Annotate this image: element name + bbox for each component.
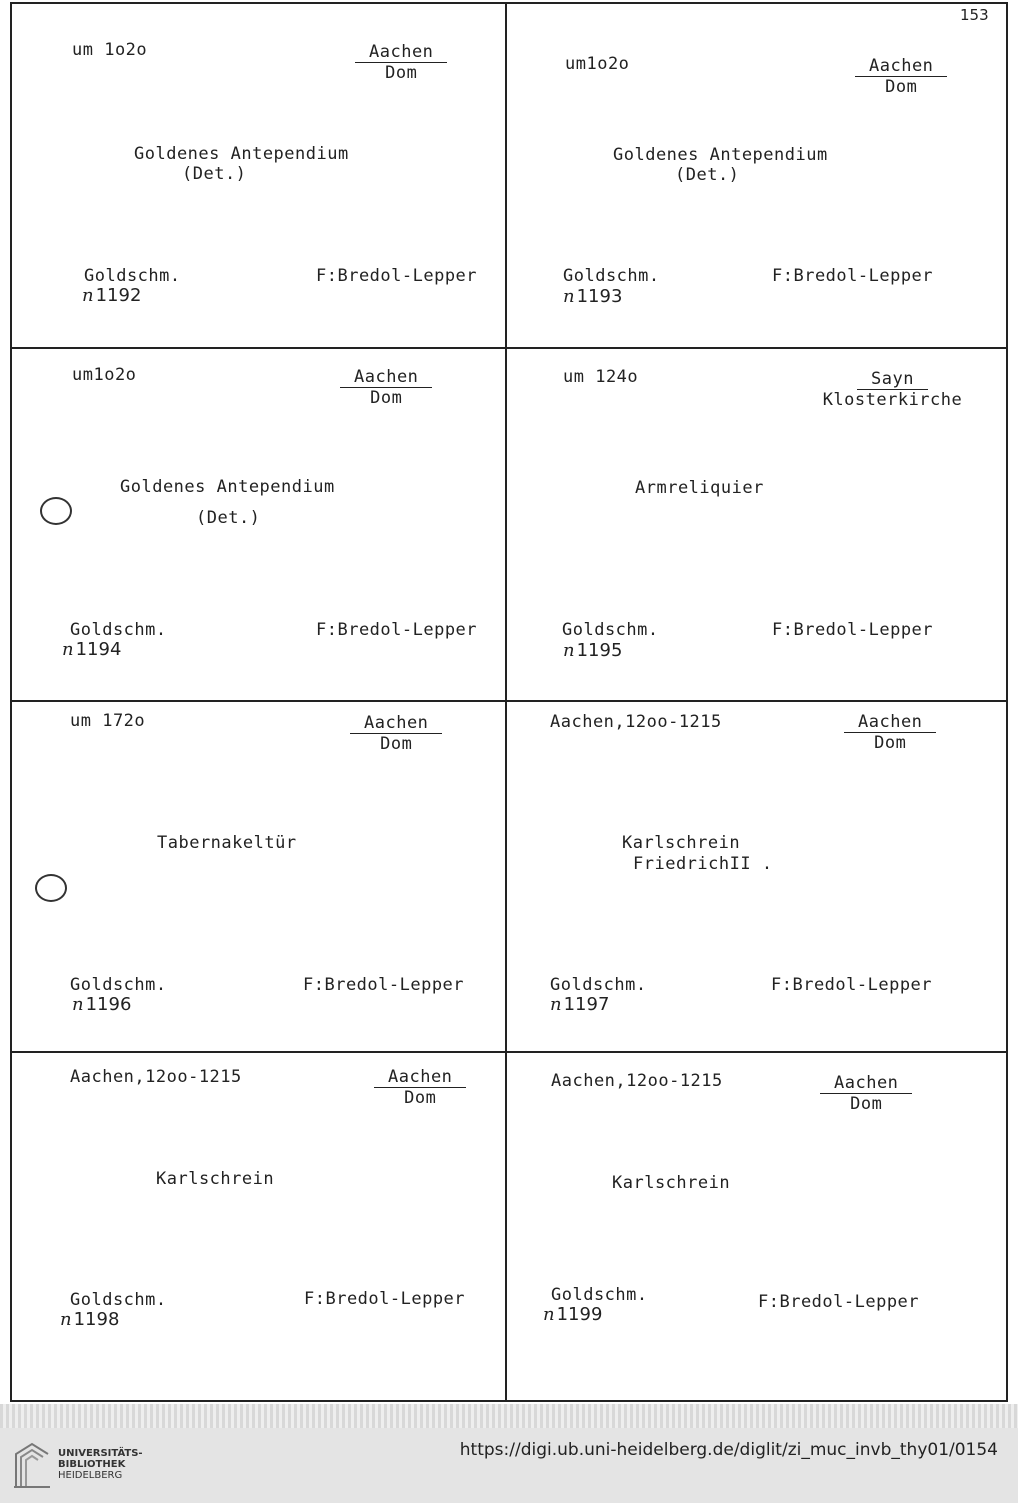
card-site: Dom — [404, 1088, 437, 1108]
card-title-note: FriedrichII . — [633, 854, 773, 874]
card-location — [355, 42, 447, 83]
inventory-mark: n — [550, 994, 562, 1015]
inventory-mark: n — [563, 640, 575, 661]
footer-bar — [0, 1428, 1018, 1503]
card-photographer: F:Bredol-Lepper — [771, 975, 933, 995]
catalog-card-4 — [505, 347, 1008, 698]
card-date: um1o2o — [72, 365, 137, 385]
card-date: Aachen,12oo-1215 — [550, 712, 722, 732]
card-inventory — [563, 640, 622, 661]
inventory-number: 1196 — [85, 994, 132, 1015]
library-name — [58, 1448, 143, 1481]
card-location — [340, 367, 432, 408]
card-city: Aachen — [844, 712, 936, 733]
inventory-mark: n — [563, 286, 575, 307]
card-site: Dom — [874, 733, 907, 753]
card-photographer: F:Bredol-Lepper — [772, 620, 934, 640]
inventory-mark: n — [62, 639, 74, 660]
catalog-card-1 — [10, 2, 505, 347]
library-line-2: BIBLIOTHEK — [58, 1459, 126, 1470]
page-number: 153 — [960, 6, 989, 24]
card-inventory — [72, 994, 131, 1015]
card-category: Goldschm. — [563, 266, 660, 286]
card-photographer: F:Bredol-Lepper — [316, 266, 478, 286]
card-city: Sayn — [857, 369, 928, 390]
card-date: um 124o — [563, 367, 639, 387]
catalog-card-7 — [10, 1049, 505, 1402]
card-title-note: (Det.) — [196, 508, 261, 528]
card-title: Goldenes Antependium — [613, 145, 828, 165]
punch-hole — [35, 874, 67, 902]
card-location — [350, 713, 442, 754]
inventory-number: 1199 — [556, 1304, 603, 1325]
card-photographer: F:Bredol-Lepper — [316, 620, 478, 640]
library-line-3: HEIDELBERG — [58, 1470, 123, 1481]
catalog-card-8 — [505, 1049, 1008, 1402]
inventory-number: 1194 — [75, 639, 122, 660]
card-date: um 172o — [70, 711, 146, 731]
catalog-card-6 — [505, 698, 1008, 1049]
inventory-mark: n — [82, 285, 94, 306]
inventory-mark: n — [72, 994, 84, 1015]
card-location — [820, 1073, 912, 1114]
card-date: Aachen,12oo-1215 — [551, 1071, 723, 1091]
card-date: Aachen,12oo-1215 — [70, 1067, 242, 1087]
card-photographer: F:Bredol-Lepper — [758, 1292, 920, 1312]
card-inventory — [550, 994, 609, 1015]
card-title: Armreliquier — [635, 478, 764, 498]
card-title: Goldenes Antependium — [134, 144, 349, 164]
card-inventory — [563, 286, 622, 307]
card-category: Goldschm. — [551, 1285, 648, 1305]
scan-edge-strip — [0, 1404, 1018, 1428]
card-city: Aachen — [340, 367, 432, 388]
card-category: Goldschm. — [562, 620, 659, 640]
card-inventory — [82, 285, 141, 306]
catalog-card-2 — [505, 2, 1008, 347]
card-city: Aachen — [350, 713, 442, 734]
card-location — [855, 56, 947, 97]
card-category: Goldschm. — [70, 620, 167, 640]
card-category: Goldschm. — [84, 266, 181, 286]
inventory-number: 1193 — [576, 286, 623, 307]
card-title-note: (Det.) — [675, 165, 740, 185]
card-photographer: F:Bredol-Lepper — [304, 1289, 466, 1309]
card-category: Goldschm. — [550, 975, 647, 995]
inventory-number: 1195 — [576, 640, 623, 661]
catalog-card-5 — [10, 698, 505, 1049]
catalog-card-3 — [10, 347, 505, 698]
card-date: um1o2o — [565, 54, 630, 74]
card-site: Dom — [885, 77, 918, 97]
inventory-mark: n — [60, 1309, 72, 1330]
card-city: Aachen — [374, 1067, 466, 1088]
inventory-number: 1197 — [563, 994, 610, 1015]
card-inventory — [543, 1304, 602, 1325]
inventory-mark: n — [543, 1304, 555, 1325]
card-inventory — [62, 639, 121, 660]
card-title: Goldenes Antependium — [120, 477, 335, 497]
card-category: Goldschm. — [70, 1290, 167, 1310]
card-category: Goldschm. — [70, 975, 167, 995]
card-inventory — [60, 1309, 119, 1330]
card-location — [844, 712, 936, 753]
card-site: Dom — [850, 1094, 883, 1114]
punch-hole — [40, 497, 72, 525]
inventory-number: 1198 — [73, 1309, 120, 1330]
card-city: Aachen — [355, 42, 447, 63]
card-title: Karlschrein — [156, 1169, 275, 1189]
card-photographer: F:Bredol-Lepper — [772, 266, 934, 286]
card-site: Klosterkirche — [822, 390, 963, 410]
inventory-number: 1192 — [95, 285, 142, 306]
library-logo-icon — [12, 1440, 52, 1490]
card-site: Dom — [370, 388, 403, 408]
source-url-link[interactable]: https://digi.ub.uni-heidelberg.de/diglit/zi_muc_invb_thy01/0154 — [459, 1440, 998, 1460]
card-site: Dom — [380, 734, 413, 754]
card-date: um 1o2o — [72, 40, 148, 60]
card-photographer: F:Bredol-Lepper — [303, 975, 465, 995]
card-location — [807, 369, 978, 410]
card-title: Karlschrein — [612, 1173, 731, 1193]
card-location — [374, 1067, 466, 1108]
card-title-note: (Det.) — [182, 164, 247, 184]
library-line-1: UNIVERSITÄTS- — [58, 1448, 143, 1459]
card-city: Aachen — [855, 56, 947, 77]
card-site: Dom — [385, 63, 418, 83]
card-title: Tabernakeltür — [157, 833, 297, 853]
card-title: Karlschrein — [622, 833, 741, 853]
card-city: Aachen — [820, 1073, 912, 1094]
